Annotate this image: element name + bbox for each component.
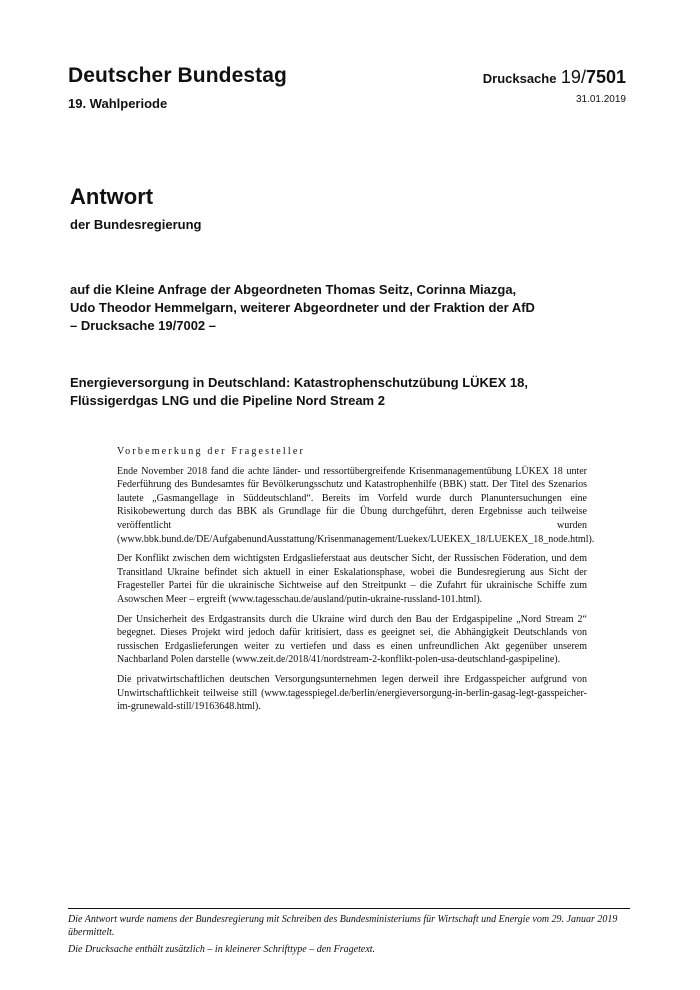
- footer-divider: [68, 908, 630, 909]
- preamble-heading: Vorbemerkung der Fragesteller: [117, 446, 306, 457]
- preamble-section: [117, 445, 595, 720]
- preamble-paragraph: Der Konflikt zwischen dem wichtigsten Erdgaslieferstaat aus deutscher Sicht, der Russischen Föderation, und dem Transitland Ukraine befindet sich aktuell in einer Eskalationsphase, wobei die Bundesregierung aus Sicht der Fragesteller Partei für die ukrainische Sichtweise auf den Streitpunkt – die Zufahrt für ukrainische Schiffe zum Asowschen Meer – ergreift (www.tagesschau.de/ausland/putin-ukraine-russland-101.html).: [117, 553, 587, 605]
- drucksache-label: Drucksache: [482, 71, 557, 86]
- subject-title: [70, 374, 630, 410]
- drucksache-id: 7501: [585, 67, 626, 87]
- document-date: 31.01.2019: [575, 94, 626, 105]
- legislative-period: 19. Wahlperiode: [68, 96, 168, 111]
- footer-note-contents: Die Drucksache enthält zusätzlich – in kleinerer Schrifttype – den Fragetext.: [68, 944, 376, 955]
- drucksache-prefix: 19/: [560, 67, 586, 87]
- preamble-paragraph: Der Unsicherheit des Erdgastransits durch die Ukraine wird durch den Bau der Erdgaspipeline „Nord Stream 2“ begegnet. Dieses Projekt wird jedoch dafür kritisiert, dass es geeignet sei, die Abhängigkeit Deutschlands von russischen Erdgaslieferungen weiter zu vertiefen und dass es einen unfreundlichen Akt gegenüber unserem Nachbarland Polen darstelle (www.zeit.de/2018/41/nordstream-2-konflikt-polen-usa-deutschland-gaspipeline).: [117, 613, 587, 666]
- document-type-block: [70, 184, 201, 232]
- subject-line: Flüssigerdgas LNG und die Pipeline Nord Stream 2: [70, 393, 385, 408]
- subject-line: Energieversorgung in Deutschland: Katastrophenschutzübung LÜKEX 18,: [70, 375, 528, 390]
- inquiry-line: – Drucksache 19/7002 –: [70, 318, 216, 333]
- drucksache-line: [483, 64, 626, 92]
- inquiry-reference: [70, 281, 630, 335]
- drucksache-number: [561, 67, 626, 87]
- document-header: [68, 64, 287, 111]
- preamble-paragraph: Ende November 2018 fand die achte länder- und ressortübergreifende Krisenmanagementübung LÜKEX 18 unter Federführung des Bundesamtes für Bevölkerungsschutz und Katastrophenhilfe (BBK) statt. Der Titel des Szenarios lautete „Gasmangellage in Süddeutschland“. Bereits im Vorfeld wurde durch Planuntersuchungen eine Risikobewertung durch das BBK als Grundlage für die Übung durchgeführt, deren Ergebnisse auch teilweise veröffentlicht wurden (www.bbk.bund.de/DE/AufgabenundAusstattung/Krisenmanagement/Luekex/LUEKEX_18/LUEKEX_18_node.html).: [117, 465, 595, 545]
- institution-title: Deutscher Bundestag: [68, 64, 287, 87]
- footer-notes: [68, 913, 634, 960]
- inquiry-line: Udo Theodor Hemmelgarn, weiterer Abgeordneter und der Fraktion der AfD: [70, 300, 535, 315]
- document-issuer: der Bundesregierung: [70, 217, 202, 232]
- drucksache-block: [483, 64, 626, 105]
- preamble-paragraph: Die privatwirtschaftlichen deutschen Versorgungsunternehmen legen derweil ihre Erdgasspeicher aufgrund von Unwirtschaftlichkeit teilweise still (www.tagesspiegel.de/berlin/energieversorgung-in-berlin-gasag-legt-gasspeicher-im-grunewald-still/19163648.html).: [117, 673, 587, 713]
- footer-note-transmission: Die Antwort wurde namens der Bundesregierung mit Schreiben des Bundesministeriums für Wirtschaft und Energie vom 29. Januar 2019 übermittelt.: [68, 914, 618, 938]
- inquiry-line: auf die Kleine Anfrage der Abgeordneten Thomas Seitz, Corinna Miazga,: [70, 282, 517, 297]
- document-type-title: Antwort: [70, 184, 154, 209]
